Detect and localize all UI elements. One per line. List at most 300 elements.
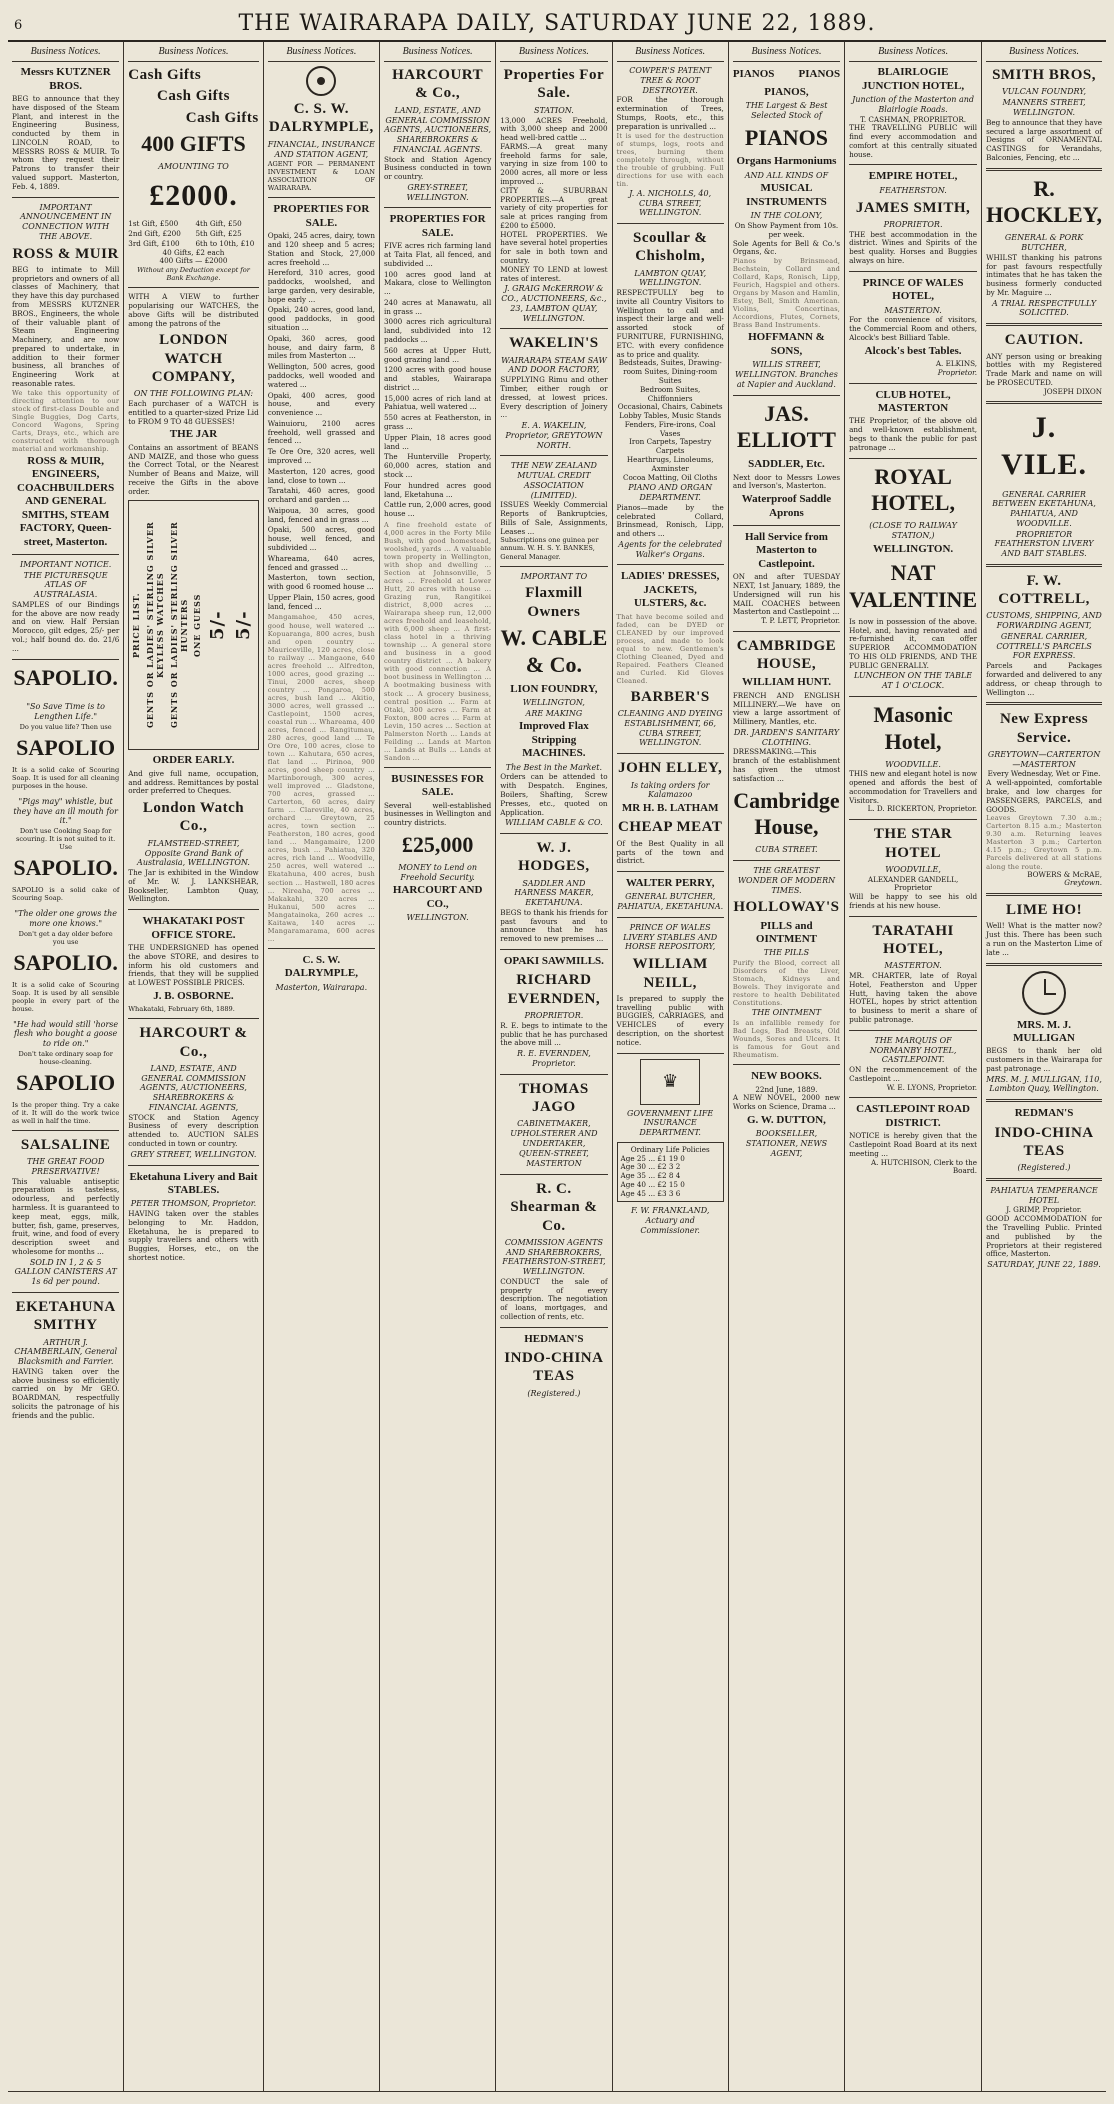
stock-item: Occasional, Chairs, Cabinets	[617, 402, 723, 412]
ad-body-filler: That have become soiled and faded, can be DYED or CLEANED by our improved process, and made to look equal to new. Gentlemen's Clothing Cleaned, Dyed and Repaired. Feathers Cleaned and Curled. Kid Gloves Cleaned.	[616, 612, 724, 685]
crest-icon: ♛	[640, 1059, 700, 1105]
ad-subtitle: IN THE COLONY,	[750, 211, 823, 221]
divider	[12, 197, 119, 198]
ad-signature: A. ELKINS,	[935, 359, 978, 369]
listing-filler: Mangamahoe, 450 acres, good house, well watered ... Kopuaranga, 800 acres, bush and open country ... Mauriceville, 120 acres, close to railway ... Mangaone, 640 acres freehold ... Alfredton, 1000 acres, good grazing ... Tinui, 2000 acres, sheep country ... Pongaroa, 500 acres, bush land ... Akitio, 3000 acres, well grassed ... Castlepoint, 1500 acres, coastal run ... Whareama, 400 acres, fenced ... Rangitumau, 280 acres, good land ... Te Ore Ore, 100 acres, close to town ... Kahutara, 650 acres, flat land ... Pirinoa, 900 acres, good sheep country ... Martinborough, 300 acres, well improved ... Gladstone, 700 acres, grassed ... Carterton, 60 acres, dairy farm ... Clareville, 40 acres, orchard ... Greytown, 25 acres, town section ... Featherston, 180 acres, good land ... Mangamaire, 1200 acres, bush ... Pahiatua, 320 acres, rich land ... Woodville, 250 acres, well watered ... Ekatahuna, 400 acres, bush section ... Hastwell, 180 acres ... Nireaha, 700 acres ... Makakahi, 320 acres ... Hukanui, 500 acres ... Mangatainoka, 260 acres ... Kaitawa, 140 acres ... Mangaramarama, 600 acres ...	[267, 613, 375, 943]
stock-item: Bedsteads, Suites, Drawing-room Suites, Dining-room Suites	[618, 358, 722, 385]
ad-body: FRENCH AND ENGLISH MILLINERY.—We have on view a large assortment of Millinery, Mantles, etc.	[732, 690, 841, 727]
column-2	[124, 42, 263, 2091]
ad-body: RESPECTFULLY beg to invite all Country Visitors to Wellington to call and inspect their large and well-assorted stock of FURNITURE, FURNISHING, ETC. with every confidence as to price and quality.	[616, 288, 724, 359]
property-item: Upper Plain, 18 acres good land ...	[383, 432, 492, 451]
property-item: 550 acres at Featherston, in grass ...	[383, 413, 492, 432]
property-item: Opaki, 240 acres, good land, good paddocks, in good situation ...	[267, 305, 375, 333]
ad-title: THE PICTURESQUE ATLAS OF AUSTRALASIA.	[23, 570, 108, 600]
ad-title: JAS. ELLIOTT	[736, 400, 836, 453]
property-item: 560 acres at Upper Hutt, good grazing land ...	[383, 345, 492, 364]
stock-item: Iron Carpets, Tapestry Carpets	[629, 437, 712, 456]
ad-title: Hall Service from Masterton to Castlepoint.	[745, 530, 828, 570]
ad-subtitle: FEATHERSTON.	[879, 185, 947, 195]
column-5	[496, 42, 612, 2091]
ad-body: On Show Payment from 10s. per week.	[734, 221, 839, 239]
table-title: Ordinary Life Policies	[630, 1144, 710, 1154]
ad-body: Beg to announce that they have secured a large assortment of Designs of ORNAMENTAL CASTINGS for Verandahs, Balconies, Fencing, etc ...	[986, 117, 1102, 162]
property-item: Wainuioru, 2100 acres freehold, well grassed and fenced ...	[267, 418, 375, 446]
ad-subtitle: LAND, ESTATE, AND GENERAL COMMISSION AGENTS, AUCTIONEERS, SHAREBROKERS & FINANCIAL AGENTS.	[384, 105, 491, 154]
price-col: GENTS OR LADIES' STERLING SILVER HUNTERS	[168, 522, 189, 729]
ad-title: HARCOURT & Co.,	[139, 1025, 248, 1060]
property-item: Taratahi, 460 acres, good orchard and garden ...	[267, 486, 375, 505]
ad-subtitle: BOOKSELLER, STATIONER, NEWS AGENT,	[745, 1129, 828, 1158]
divider	[500, 455, 607, 456]
property-item: Te Ore Ore, 320 acres, well improved ...	[267, 447, 375, 465]
divider	[617, 753, 724, 754]
ad-title: CLUB HOTEL, MASTERTON	[875, 388, 951, 415]
price-col: 5/-	[232, 610, 254, 641]
divider	[733, 1064, 840, 1065]
ad-signature: JOSEPH DIXON	[1043, 386, 1102, 396]
ad-body: Stock and Station Agency Business conducted in town or country.	[383, 154, 492, 182]
ad-title: Flaxmill Owners	[525, 585, 583, 620]
publication-date: SATURDAY, JUNE 22, 1889.	[987, 1260, 1101, 1270]
sapolio-title: SAPOLIO.	[13, 949, 118, 975]
ad-title: WILLIAM NEILL,	[632, 956, 708, 991]
ad-title: NAT VALENTINE	[849, 560, 978, 612]
ad-title: R. HOCKLEY,	[986, 175, 1103, 228]
column-6	[613, 42, 729, 2091]
table-row: Age 45 ... £3 3 6	[620, 1188, 681, 1198]
ad-subtitle: THE PILLS	[763, 948, 810, 958]
ad-title: THE JAR	[169, 428, 218, 441]
ad-subtitle: THE OINTMENT	[751, 1008, 822, 1018]
ad-body: BEG to announce that they have disposed of the Steam Plant, and interest in the Engineering Business, conducted by them in LINCOLN ROAD, to MESSRS ROSS & MUIR. To whom they request their Patrons to transfer their valued support. Masterton, Feb. 4, 1889.	[12, 94, 120, 191]
pianos-heading: PIANOS,	[764, 85, 809, 98]
divider	[849, 458, 977, 459]
ad-address: WELLINGTON,	[522, 697, 585, 707]
ad-signature: HARCOURT AND CO.,	[392, 884, 483, 910]
ad-signature: A TRIAL RESPECTFULLY SOLICITED.	[991, 298, 1097, 318]
ad-subtitle: CLEANING AND DYEING ESTABLISHMENT, 66, CUBA STREET, WELLINGTON.	[617, 709, 723, 748]
ad-title: CAUTION.	[1004, 332, 1084, 349]
ad-title: THOMAS JAGO	[519, 1080, 589, 1115]
ad-title: SMITH BROS,	[992, 67, 1096, 84]
property-item: 3000 acres rich agricultural land, subdivided into 12 paddocks ...	[383, 317, 492, 344]
ad-address: Masterton, Wairarapa.	[275, 982, 368, 992]
ad-signature: C. S. W. DALRYMPLE,	[284, 953, 358, 980]
ad-title: MUSICAL INSTRUMENTS	[746, 182, 827, 208]
ad-body-filler: It is used for the destruction of stumps, logs, roots and trees, burning them completely through, without the trouble of grubbing. Full directions for use with each tin.	[616, 131, 724, 188]
ad-signature: G. W. DUTTON,	[746, 1113, 826, 1126]
ad-address: CUBA STREET.	[755, 845, 818, 855]
gift-table	[128, 220, 258, 248]
ad-signature: W. E. LYONS, Proprietor.	[886, 1082, 978, 1092]
ad-title: CASTLEPOINT ROAD DISTRICT.	[856, 1103, 970, 1129]
ad-body: And give full name, occupation, and address. Remittances by postal order preferred to Cheques.	[128, 768, 259, 796]
section-title: PROPERTIES FOR SALE.	[273, 203, 370, 229]
ad-body: HAVING taken over the above business so efficiently carried on by Mr GEO. BOARDMAN, respectfully solicits the patronage of his friends and the public.	[12, 1366, 120, 1420]
ad-title: CHEAP MEAT	[618, 819, 723, 836]
ad-subtitle: Waterproof Saddle Aprons	[741, 493, 832, 519]
ad-body: SAPOLIO is a solid cake of Scouring Soap.	[12, 886, 120, 903]
ad-title: ROSS & MUIR	[12, 245, 119, 262]
money-amount: £25,000	[401, 831, 474, 857]
ad-body: Of the Best Quality in all parts of the town and district.	[616, 838, 724, 866]
ad-title: OPAKI SAWMILLS.	[503, 955, 604, 968]
ad-body: HOTEL PROPERTIES. We have several hotel properties for sale in both town and country.	[500, 229, 608, 266]
divider	[617, 871, 724, 872]
ad-subtitle: The Best in the Market.	[505, 762, 603, 772]
divider	[986, 702, 1102, 705]
columns	[8, 42, 1106, 2092]
ad-title: EMPIRE HOTEL,	[868, 170, 958, 183]
ad-title: HEDMAN'S	[524, 1332, 584, 1345]
gift-tag: Without any Deduction except for Bank Exchange.	[137, 266, 250, 283]
ad-title: GOVERNMENT LIFE INSURANCE DEPARTMENT.	[627, 1108, 714, 1138]
ad-title: W. CABLE & Co.	[500, 624, 608, 677]
property-item: FIVE acres rich farming land at Taita Flat, all fenced, and subdivided ...	[383, 241, 492, 268]
ad-subtitle: LUNCHEON ON THE TABLE AT 1 O'CLOCK.	[853, 671, 973, 691]
divider	[849, 1097, 977, 1098]
ad-title: LONDON WATCH COMPANY,	[151, 332, 236, 385]
column-9	[982, 42, 1106, 2091]
ad-title: JOHN ELLEY,	[618, 760, 723, 777]
ad-title: WHAKATAKI POST OFFICE STORE.	[142, 915, 245, 941]
ad-body: CITY & SUBURBAN PROPERTIES.—A great variety of city properties for sale at prices ranging from £200 to £5000.	[500, 185, 608, 230]
ad-title: THE STAR HOTEL	[873, 826, 953, 861]
divider	[986, 1099, 1102, 1102]
divider	[986, 168, 1102, 171]
ad-body: MR. CHARTER, late of Royal Hotel, Featherston and Upper Hutt, having taken the above HOTEL, hopes by strict attention to business to merit a share of public patronage.	[849, 971, 978, 1024]
ad-signature: J. A. NICHOLLS, 40, CUBA STREET, WELLINGTON.	[629, 188, 712, 218]
ad-signature: A. HUTCHISON, Clerk to the Board.	[870, 1157, 978, 1176]
divider	[128, 1165, 258, 1166]
ad-subtitle: Alcock's best Tables.	[864, 344, 962, 357]
ad-subtitle: Junction of the Masterton and Blairlogie Roads.	[852, 95, 974, 114]
divider	[986, 893, 1102, 896]
cash-gifts-heading: Cash Gifts	[185, 109, 259, 126]
divider	[128, 287, 258, 288]
gift-mid: 40 Gifts, £2 each	[162, 247, 225, 257]
ad-signature: F. W. FRANKLAND, Actuary and Commissioner.	[630, 1206, 710, 1235]
divider	[733, 631, 840, 632]
stock-item: Lobby Tables, Music Stands	[619, 411, 722, 421]
ad-body: Is the proper thing. Try a cake of it. It will do the work twice as well in half the time.	[12, 1100, 120, 1125]
ad-title: New Express Service.	[999, 711, 1089, 746]
sapolio-title: SAPOLIO	[16, 734, 116, 760]
ad-subtitle: IMPORTANT NOTICE.	[19, 559, 112, 569]
ad-address: QUEEN-STREET, MASTERTON	[518, 1149, 589, 1169]
divider	[849, 164, 977, 165]
ad-address: Greytown.	[1064, 878, 1102, 888]
property-item: Whareama, 640 acres, fenced and grassed ...	[267, 553, 375, 572]
divider	[500, 566, 607, 567]
ad-subtitle: (Registered.)	[527, 1388, 581, 1398]
ad-subtitle: GENERAL BUTCHER, PAHIATUA, EKETAHUNA.	[617, 892, 724, 912]
gift-row: 6th to 10th, £10	[195, 238, 255, 248]
ad-address: WELLINGTON.	[406, 913, 469, 923]
ad-subtitle: PIANO AND ORGAN DEPARTMENT.	[628, 483, 713, 503]
ad-subtitle: MONEY to Lend on Freehold Security.	[398, 862, 478, 882]
ad-proprietor: ALEXANDER GANDELL, Proprietor	[867, 874, 959, 893]
ad-body: R. E. begs to intimate to the public that he has purchased the above mill ...	[500, 1020, 608, 1048]
property-item: Masterton, town section, with good 6 roomed house ...	[267, 573, 375, 592]
ad-signature: ROSS & MUIR, ENGINEERS, COACHBUILDERS AND GENERAL SMITHS, STEAM FACTORY, Queen-street, Masterton.	[17, 455, 115, 548]
ad-address: LAMBTON QUAY, WELLINGTON.	[634, 268, 707, 288]
ad-signature: L. D. RICKERTON, Proprietor.	[867, 804, 978, 814]
property-item: Hereford, 310 acres, good paddocks, woolshed, and large garden, very desirable, hope early ...	[267, 268, 375, 304]
ad-body-filler: We take this opportunity of directing attention to our stock of first-class Double and Single Buggies, Dog Carts, Concord Wagons, Spring Carts, Drays, etc., which are constructed with thorough material and workmanship.	[12, 388, 120, 454]
ad-body-filler: Is an infallible remedy for Bad Legs, Bad Breasts, Old Wounds, Sores and Ulcers. It is famous for Gout and Rheumatism.	[732, 1019, 841, 1060]
ad-body: Parcels and Packages forwarded and delivered to any address, or cheap through to Wellington ...	[986, 661, 1102, 697]
divider	[500, 1174, 607, 1175]
ad-subtitle: FINANCIAL, INSURANCE AND STATION AGENT,	[267, 139, 375, 159]
ad-body: Sole Agents for Bell & Co.'s Organs, &c.	[732, 238, 841, 257]
divider	[849, 383, 977, 384]
divider	[986, 963, 1102, 966]
column-7	[729, 42, 845, 2091]
ad-body: Orders can be attended to with Despatch. Engines, Boilers, Shafting, Screw Presses, etc., quoted on Application.	[500, 772, 608, 817]
column-head: Business Notices.	[268, 44, 375, 62]
ad-body: HAVING taken over the stables belonging to Mr. Haddon, Eketahuna, he is prepared to supply travellers and others with Buggies, Horses, etc., on the shortest notice.	[128, 1209, 259, 1262]
gift-foot: 400 Gifts — £2000	[159, 256, 228, 266]
gift-row: 5th Gift, £25	[195, 229, 242, 239]
ad-title: Improved Flax Stripping MACHINES.	[519, 720, 589, 760]
ad-body: NOTICE is hereby given that the Castlepoint Road Board at its next meeting ...	[849, 1131, 978, 1158]
ad-title: ORDER EARLY.	[152, 754, 235, 767]
section-title: PROPERTIES FOR SALE.	[389, 213, 486, 239]
property-item: Waipoua, 30 acres, good land, fenced and in grass ...	[267, 505, 375, 524]
property-item: Opaki, 360 acres, good house, and dairy farm, 8 miles from Masterton ...	[267, 333, 375, 361]
ad-title: JAMES SMITH,	[855, 199, 971, 216]
property-item: 15,000 acres of rich land at Pahiatua, well watered ...	[383, 393, 492, 412]
stock-item: Cocoa Matting, Oil Cloths	[622, 472, 718, 482]
ad-subtitle: Agents for the celebrated Walker's Organs.	[618, 539, 723, 559]
ad-body: Pianos—made by the celebrated Collard, Brinsmead, Ronisch, Lipp, and others ...	[616, 502, 724, 539]
ad-signature: MRS. M. J. MULLIGAN, 110, Lambton Quay, Wellington.	[986, 1074, 1102, 1094]
divider	[500, 833, 607, 834]
ad-title: WALTER PERRY,	[625, 877, 715, 890]
ad-subtitle: Every Wednesday, Wet or Fine.	[987, 769, 1101, 779]
divider	[733, 525, 840, 526]
ad-subtitle: LION FOUNDRY,	[510, 682, 598, 695]
table-row: Age 35 ... £2 8 4	[620, 1171, 681, 1181]
ad-subtitle: GREYTOWN—CARTERTON—MASTERTON	[987, 749, 1101, 769]
ad-body: FOR the thorough extermination of Trees, Stumps, Roots, etc., this preparation is unrivalled ...	[616, 95, 724, 131]
divider	[268, 197, 375, 198]
ad-subtitle: GENERAL & PORK BUTCHER,	[1004, 233, 1084, 253]
column-head: Business Notices.	[384, 44, 491, 62]
property-item: Cattle run, 2,000 acres, good house ...	[383, 500, 492, 519]
pianos-heading: PIANOS	[798, 68, 841, 81]
divider	[500, 1327, 607, 1328]
gift-row: 4th Gift, £50	[195, 219, 242, 229]
ad-body: Is prepared to supply the travelling public with BUGGIES, CARRIAGES, and VEHICLES of every description, on the shortest notice.	[616, 993, 724, 1047]
ad-body-filler: Pianos by Brinsmead, Bechstein, Collard and Collard, Kaps, Ronisch, Lipp, Feurich, Hagspiel and others. Organs by Mason and Hamlin, Estey, Bell, Smith American. Violins, Concertinas, Accordions, Flutes, Cornets, Brass Band Instruments.	[732, 257, 841, 330]
table-row: Age 25 ... £1 19 0	[620, 1153, 685, 1163]
column-4	[380, 42, 496, 2091]
ad-body: SAMPLES of our Bindings for the above are now ready and on view. Half Persian Morocco, gilt edges, 25/- per vol.; half bound do. do. 21/6 ...	[12, 599, 120, 653]
ad-title: NEW BOOKS.	[751, 1070, 822, 1083]
ad-title: SALSALINE	[20, 1136, 111, 1153]
ad-title: Eketahuna Livery and Bait STABLES.	[129, 1170, 258, 1196]
ad-body: ON and after TUESDAY NEXT, 1st January, 1889, the Undersigned will run his MAIL COACHES between Masterton and Castlepoint ...	[732, 572, 841, 617]
divider	[500, 328, 607, 329]
ad-date: 22nd June, 1889.	[755, 1084, 818, 1094]
column-head: Business Notices.	[12, 44, 119, 62]
ad-title: TARATAHI HOTEL,	[872, 922, 954, 958]
quote: "He had would still 'horse flesh who bought a goose to ride on."	[13, 1019, 119, 1049]
page-number: 6	[14, 18, 24, 33]
column-head: Business Notices.	[849, 44, 977, 62]
ad-subtitle: PETER THOMSON, Proprietor.	[130, 1199, 257, 1209]
divider	[500, 1074, 607, 1075]
ad-subtitle: GENERAL CARRIER, COTTRELL'S PARCELS FOR EXPRESS.	[996, 631, 1092, 661]
cash-gifts-heading: Cash Gifts	[157, 88, 230, 105]
ad-title: MRS. M. J. MULLIGAN	[1013, 1018, 1075, 1044]
ad-body: DRESSMAKING.—This branch of the establishment has given the utmost satisfaction ...	[732, 747, 841, 783]
ad-title: WAKELIN'S	[509, 335, 599, 352]
ad-subtitle: WILLIAM HUNT.	[741, 676, 831, 689]
ad-subtitle: WOODVILLE,	[885, 864, 941, 874]
divider	[733, 395, 840, 396]
ad-body: ANY person using or breaking bottles with my Registered Trade Mark and name on will be PROSECUTED.	[986, 351, 1102, 387]
clock-icon	[1022, 971, 1066, 1015]
ad-title: Masonic Hotel,	[873, 701, 953, 754]
ad-address: GREY STREET, WELLINGTON.	[130, 1149, 257, 1159]
stock-item: Hearthrugs, Linoleums, Axminster	[626, 454, 714, 473]
gift-row: 1st Gift, £500	[128, 219, 179, 229]
divider	[268, 948, 375, 949]
stock-item: Bedroom Suites, Chiffonniers	[640, 384, 701, 403]
ad-title: W. J. HODGES,	[518, 840, 590, 875]
ad-title: BARBER'S	[630, 688, 710, 705]
quote-sub: Don't use Cooking Soap for scouring. It is not suited to it. Use	[15, 827, 116, 852]
divider	[617, 223, 724, 224]
ad-body: THE UNDERSIGNED has opened the above STORE, and desires to inform his old customers and friends, that they will be supplied at LOWEST POSSIBLE PRICES.	[128, 942, 259, 988]
ad-address: WILLIS STREET, WELLINGTON. Branches at Napier and Auckland.	[735, 360, 838, 389]
divider	[128, 1018, 258, 1019]
ad-title: C. S. W. DALRYMPLE,	[268, 101, 374, 136]
divider	[849, 271, 977, 272]
ad-subtitle: GENERAL CARRIER BETWEEN EKETAHUNA, PAHIATUA, AND WOODVILLE.	[992, 489, 1096, 528]
price-col: 5/-	[206, 610, 228, 641]
ad-title: PRINCE OF WALES HOTEL,	[862, 276, 964, 303]
quote: "So Save Time is to Lengthen Life."	[26, 702, 105, 722]
ad-title: LIME HO!	[1005, 902, 1083, 919]
gift-row: 3rd Gift, £100	[128, 238, 180, 248]
ad-title: Scoullar & Chisholm,	[633, 230, 708, 265]
price-col: GENTS OR LADIES' STERLING SILVER KEYLESS WATCHES	[145, 522, 165, 729]
ad-proprietor: J. GRIMP, Proprietor.	[1006, 1205, 1082, 1215]
column-head: Business Notices.	[986, 44, 1102, 62]
ad-subtitle: IMPORTANT TO	[520, 571, 588, 581]
divider	[849, 1030, 977, 1031]
property-item: Upper Plain, 150 acres, good land, fenced ...	[267, 592, 375, 611]
ad-date: Whakataki, February 6th, 1889.	[128, 1005, 235, 1014]
price-col: ONE GUESS	[192, 593, 203, 658]
ad-title: HARCOURT & Co.,	[392, 67, 484, 102]
divider	[384, 207, 491, 208]
column-1	[8, 42, 124, 2091]
sun-emblem-icon	[306, 66, 336, 96]
masthead	[8, 6, 1106, 42]
ad-proprietor: Proprietor.	[937, 367, 978, 377]
divider	[12, 659, 119, 660]
divider	[617, 1053, 724, 1054]
ad-subtitle: PILLS and OINTMENT	[755, 919, 818, 945]
ad-subtitle: PROPRIETOR.	[883, 219, 943, 229]
premium-table	[617, 1142, 724, 1203]
divider	[12, 1292, 119, 1293]
ad-title: BLAIRLOGIE JUNCTION HOTEL,	[862, 66, 965, 92]
divider	[500, 949, 607, 950]
ad-subtitle: DR. JARDEN'S SANITARY CLOTHING.	[733, 727, 840, 747]
ad-subtitle: WAIRARAPA STEAM SAW AND DOOR FACTORY,	[501, 355, 607, 375]
ad-signature: R. E. EVERNDEN, Proprietor.	[516, 1049, 591, 1068]
column-head: Business Notices.	[733, 44, 840, 62]
ad-subtitle: SADDLER, Etc.	[748, 458, 825, 471]
ad-subtitle: SADDLER AND HARNESS MAKER, EKETAHUNA.	[514, 878, 594, 908]
ad-body: 13,000 ACRES Freehold, with 3,000 sheep and 2000 head well-bred cattle ...	[500, 115, 608, 143]
pianos-heading: PIANOS	[732, 68, 775, 81]
ad-body: THE best accommodation in the district. Wines and Spirits of the best quality. Horses and Buggies always on hire.	[849, 229, 978, 265]
ad-signature: Subscriptions one guinea per annum. W. H. S. Y. BANKES, General Manager.	[500, 536, 599, 561]
divider	[849, 916, 977, 917]
section-title: BUSINESSES FOR SALE.	[391, 772, 484, 799]
property-item: The Hunterville Property, 60,000 acres, station and stock ...	[383, 452, 492, 479]
ad-title: PIANOS	[744, 124, 829, 150]
ad-foot: SOLD IN 1, 2 & 5 GALLON CANISTERS AT 1s 6d per pound.	[14, 1257, 117, 1287]
ad-address: GREY-STREET, WELLINGTON.	[406, 182, 469, 202]
ad-signature: T. P. LETT, Proprietor.	[761, 616, 841, 626]
ad-subtitle: IMPORTANT ANNOUNCEMENT IN CONNECTION WITH THE ABOVE.	[20, 202, 112, 241]
ad-title: Organs Harmoniums	[736, 155, 837, 168]
ad-body: Next door to Messrs Lowes and Iverson's, Masterton.	[732, 472, 841, 491]
pianos-row	[733, 66, 840, 83]
stock-item: Fenders, Fire-irons, Coal Vases	[624, 419, 716, 438]
property-item: Opaki, 245 acres, dairy, town and 120 sheep and 5 acres; Station and Stock, 27,000 acres freehold ...	[267, 231, 375, 267]
ad-subtitle: MASTERTON.	[884, 961, 942, 971]
ad-title: R. C. Shearman & Co.	[510, 1180, 598, 1234]
ad-body: Well! What is the matter now? Just this. There has been such a run on the Masterton Lime of late ...	[986, 921, 1102, 957]
ad-subtitle: Is taking orders for Kalamazoo	[630, 780, 710, 800]
property-item: Masterton, 120 acres, good land, close to town ...	[267, 466, 375, 485]
ad-body: ISSUES Weekly Commercial Reports of Bankruptcies, Bills of Sale, Assignments, Leases ...	[500, 500, 608, 536]
gift-row: 2nd Gift, £200	[128, 229, 181, 239]
ad-title: INDO-CHINA TEAS	[994, 1124, 1094, 1159]
gifts-amount: £2000.	[149, 178, 238, 212]
ad-body: A well-appointed, comfortable brake, and low charges for PASSENGERS, PARCELS, and GOODS.	[986, 778, 1102, 814]
ad-subtitle: MASTERTON.	[884, 305, 942, 315]
ad-signature: E. A. WAKELIN, Proprietor, GREYTOWN NORTH.	[505, 421, 603, 450]
property-item: Opaki, 500 acres, good house, well fenced, and subdivided ...	[267, 525, 375, 552]
gifts-count: 400 GIFTS	[141, 131, 246, 157]
divider	[986, 564, 1102, 567]
ad-title: REDMAN'S	[1014, 1107, 1074, 1120]
property-item: Opaki, 400 acres, good house, and every convenience ...	[267, 390, 375, 418]
property-item: 240 acres at Manawatu, all in grass ...	[383, 297, 492, 316]
ad-subtitle: WOODVILLE.	[885, 759, 941, 769]
divider	[617, 564, 724, 565]
column-head: Business Notices.	[128, 44, 258, 62]
ad-body: BEGS to thank his friends for past favours and to announce that he has removed to new premises ...	[500, 907, 608, 944]
ad-proprietor: T. CASHMAN, PROPRIETOR.	[860, 114, 967, 124]
property-item: 100 acres good land at Makara, close to Wellington ...	[383, 269, 492, 297]
ad-subtitle: THE Largest & Best Selected Stock of	[745, 101, 828, 120]
amounting-label: AMOUNTING TO	[158, 161, 229, 171]
quote-sub: Don't take ordinary soap for house-cleaning.	[18, 1049, 113, 1066]
property-item: Four hundred acres good land, Eketahuna ...	[383, 480, 492, 499]
ad-signature: J. B. OSBORNE.	[153, 989, 234, 1002]
